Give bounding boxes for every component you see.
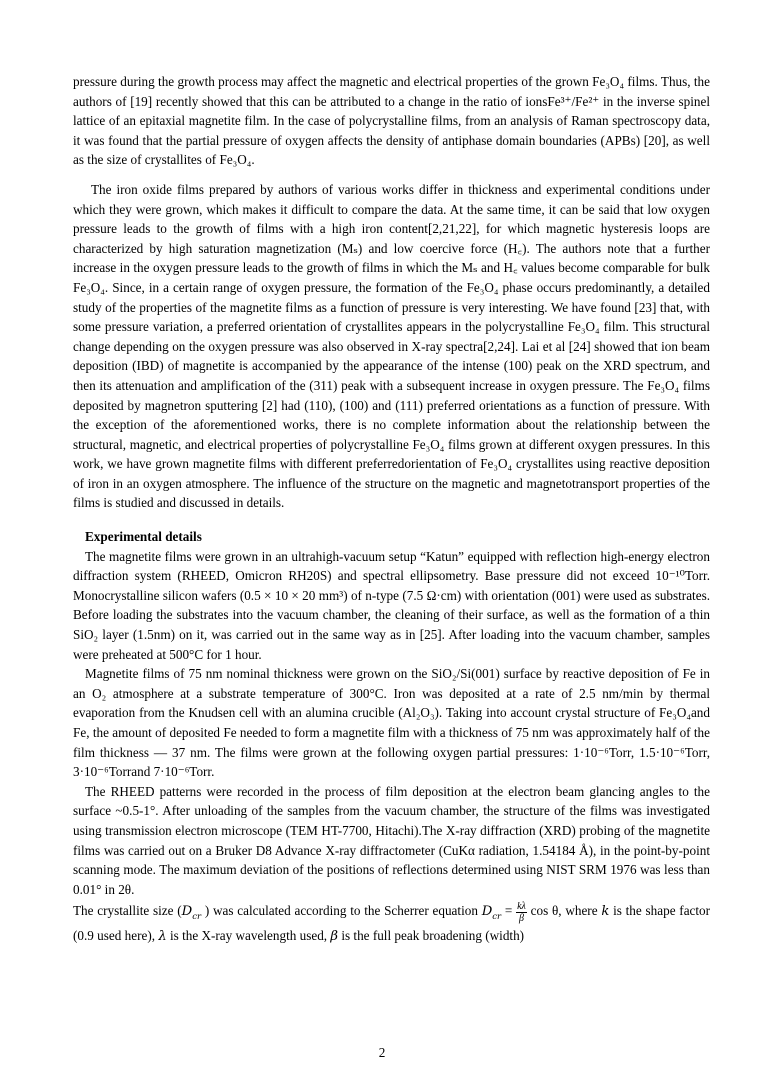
equation-lhs-subscript: cr	[492, 911, 502, 922]
scherrer-text-6: is the full peak broadening (width)	[341, 928, 525, 944]
dcr-subscript: cr	[192, 911, 202, 922]
equation-numerator: kλ	[517, 900, 526, 912]
scherrer-text-2: ) was calculated according to the Scherrer equation	[204, 903, 478, 919]
equation-rhs: cos θ	[530, 903, 559, 919]
page-number: 2	[378, 1045, 386, 1060]
paragraph-iron-oxide-films: The iron oxide films prepared by authors of various works differ in thickness and experimental conditions under which they were grown, which makes it difficult to compare the data. At the same time, it can be said that low oxygen pressure leads to the growth of films with a high iron content[2,21,22], for which magnetic hysteresis loops are characterized by high saturation magnetization (Mₛ) and low coercive force (H꜀). The authors note that a further increase in the oxygen pressure leads to the growth of films in which the Mₛ and H꜀ values become comparable for bulk Fe₃O₄. Since, in a certain range of oxygen pressure, the formation of the Fe₃O₄ phase occurs predominantly, a detailed study of the properties of the magnetite films as a function of pressure is very interesting. We have found [23] that, with some pressure variation, a preferred orientation of crystallites appears in the polycrystalline Fe₃O₄ film. This structural change depending on the oxygen pressure was also observed in X-ray spectra[2,24]. Lai et al [24] showed that ion beam deposition (IBD) of magnetite is accompanied by the appearance of the intense (100) peak on the XRD spectrum, and then its attenuation and amplification of the (311) peak with a subsequent increase in oxygen pressure. The Fe₃O₄ films deposited by magnetron sputtering [2] had (110), (100) and (111) preferred orientations as a function of pressure. With the exception of the aforementioned works, there is no complete information about the relationship between the structural, magnetic, and electrical properties of polycrystalline Fe₃O₄ films grown at different oxygen pressures. In this work, we have grown magnetite films with different preferredorientation of Fe₃O₄ crystallites using reactive deposition of iron in an oxygen atmosphere. The influence of the structure on the magnetic and magnetotransport properties of the films is studied and discussed in details.	[73, 181, 710, 511]
scherrer-text-3: , where	[558, 903, 598, 919]
paragraph-scherrer	[73, 899, 710, 949]
equation-lhs: D	[481, 904, 493, 920]
paragraph-characterization: The RHEED patterns were recorded in the process of film deposition at the electron beam glancing angles to the surface ~0.5-1°. After unloading of the samples from the vacuum chamber, the structure of the films was investigated using transmission electron microscope (TEM HT-7700, Hitachi).The X-ray diffraction (XRD) probing of the magnetite films was carried out on a Bruker D8 Advance X-ray diffractometer (CuKα radiation, 1.54184 Å), in the point-by-point scanning mode. The maximum deviation of the positions of reflections determined using NIST SRM 1976 was less than 0.01° in 2θ.	[73, 783, 710, 897]
dcr-symbol: D	[181, 904, 193, 920]
scherrer-text-4: is the shape factor (0.9 used here),	[73, 903, 711, 944]
scherrer-text-5: is the X-ray wavelength used,	[169, 928, 328, 944]
section-heading-experimental-details: Experimental details	[85, 529, 202, 545]
main-text-column	[73, 72, 710, 949]
paragraph-setup: The magnetite films were grown in an ultrahigh-vacuum setup “Katun” equipped with reflection high-energy electron diffraction system (RHEED, Omicron RH20S) and spectral ellipsometry. Base pressure did not exceed 10⁻¹⁰Torr. Monocrystalline silicon wafers (0.5 × 10 × 20 mm³) of n-type (7.5 Ω·cm) with orientation (001) were used as substrates. Before loading the substrates into the vacuum chamber, the cleaning of their surface, as well as the formation of a thin SiO₂ layer (1.5nm) on it, was carried out in the same way as in [25]. After loading into the vacuum chamber, samples were preheated at 500°C for 1 hour.	[73, 548, 710, 662]
lambda-symbol: λ	[158, 929, 167, 945]
equation-denominator: β	[518, 912, 524, 924]
equation-equals: =	[504, 903, 513, 919]
scherrer-text-1: The crystallite size (	[73, 903, 182, 919]
scherrer-equation	[481, 900, 559, 924]
paragraph-intro-continued: pressure during the growth process may affect the magnetic and electrical properties of the grown Fe₃O₄ films. Thus, the authors of [19] recently showed that this can be attributed to a change in the ratio of ionsFe³⁺/Fe²⁺ in the inverse spinel lattice of an epitaxial magnetite film. In the case of polycrystalline films, from an analysis of Raman spectroscopy data, it was found that the partial pressure of oxygen affects the density of antiphase domain boundaries (APBs) [20], as well as the size of crystallites of Fe₃O₄.	[73, 74, 710, 168]
paragraph-growth: Magnetite films of 75 nm nominal thickness were grown on the SiO₂/Si(001) surface by reactive deposition of Fe in an O₂ atmosphere at a substrate temperature of 300°C. Iron was deposited at a rate of 2.5 nm/min by thermal evaporation from the Knudsen cell with an alumina crucible (Al₂O₃). Taking into account crystal structure of Fe₃O₄and Fe, the amount of deposited Fe needed to form a magnetite film with a thickness of 75 nm was approximately half of the film thickness — 37 nm. The films were grown at the following oxygen partial pressures: 1·10⁻⁶Torr, 1.5·10⁻⁶Torr, 3·10⁻⁶Torrand 7·10⁻⁶Torr.	[73, 666, 710, 780]
k-symbol: k	[601, 904, 610, 920]
beta-symbol: β	[330, 929, 339, 945]
equation-fraction	[516, 901, 527, 924]
